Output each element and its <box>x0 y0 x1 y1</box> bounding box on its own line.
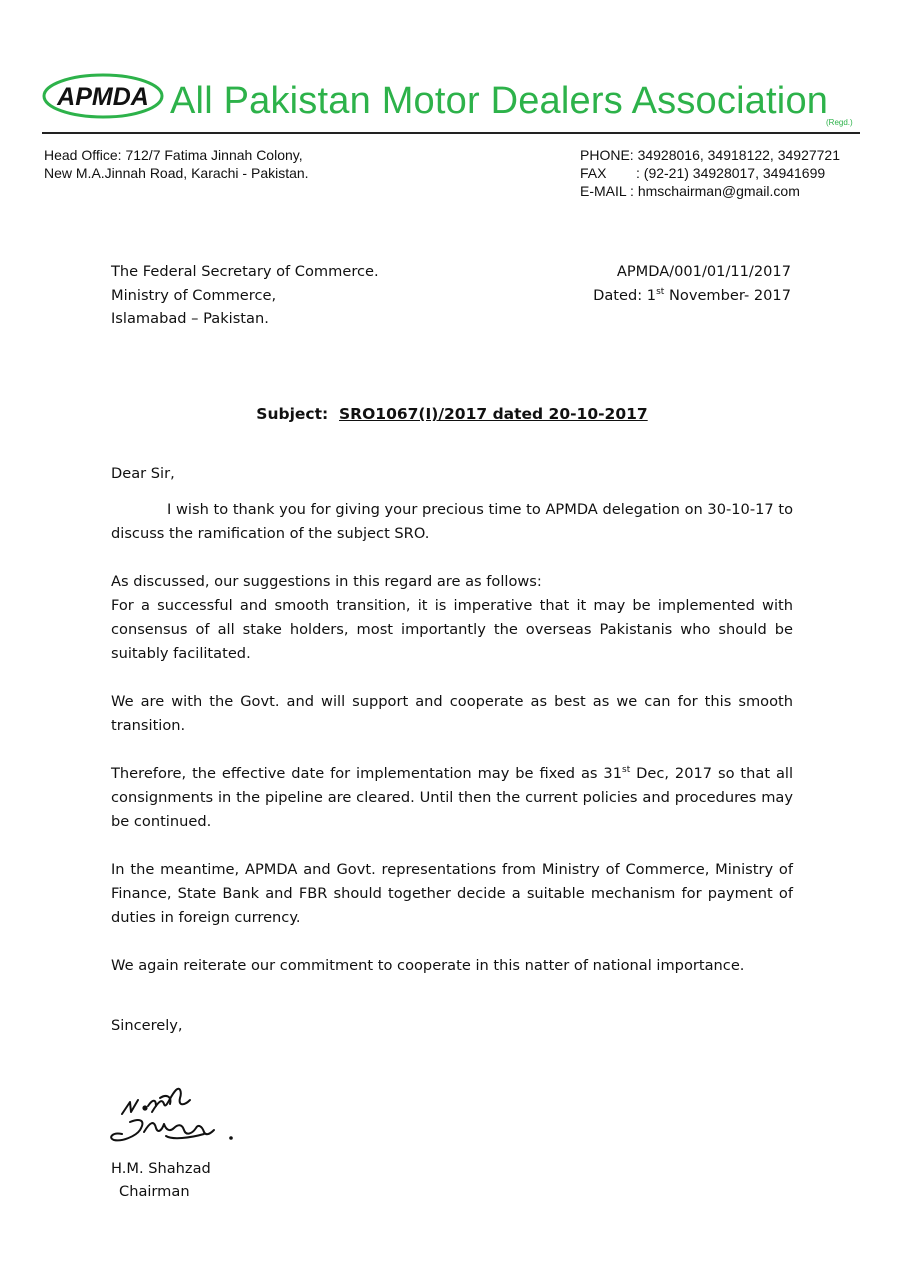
paragraph-6 <box>111 954 793 978</box>
phone-label: PHONE: <box>580 147 634 163</box>
phone-value: 34928016, 34918122, 34927721 <box>637 147 841 163</box>
paragraph-3-text: We are with the Govt. and will support and cooperate as best as we can for this smooth transition. <box>111 693 793 734</box>
handwritten-signature <box>100 1078 240 1156</box>
paragraph-3 <box>111 690 793 738</box>
regd-mark: (Regd.) <box>826 118 853 127</box>
letter-date <box>593 284 791 308</box>
address-line-2: New M.A.Jinnah Road, Karachi - Pakistan. <box>44 165 309 181</box>
contact-details <box>580 146 840 200</box>
paragraph-4-ordinal: st <box>622 765 631 776</box>
paragraph-2-text: For a successful and smooth transition, it is imperative that it may be implemented with consensus of all stake holders, most importantly the overseas Pakistanis who should be suitably facilitated. <box>111 597 793 662</box>
paragraph-4 <box>111 762 793 834</box>
signatory-title: Chairman <box>119 1183 190 1200</box>
subject-text: SRO1067(I)/2017 dated 20-10-2017 <box>339 405 648 423</box>
apmda-logo <box>42 73 164 119</box>
logo-text: APMDA <box>57 83 149 111</box>
paragraph-5 <box>111 858 793 930</box>
subject-label: Subject: <box>256 405 329 423</box>
organization-name: All Pakistan Motor Dealers Association <box>170 80 829 122</box>
closing: Sincerely, <box>111 1017 183 1034</box>
fax-line <box>580 164 840 182</box>
recipient-line-1: The Federal Secretary of Commerce. <box>111 263 379 280</box>
reference-block <box>593 260 791 307</box>
email-value: hmschairman@gmail.com <box>637 183 800 199</box>
signatory-name: H.M. Shahzad <box>111 1160 211 1177</box>
email-label: E-MAIL : <box>580 183 634 199</box>
reference-number: APMDA/001/01/11/2017 <box>616 263 791 280</box>
paragraph-5-text: In the meantime, APMDA and Govt. representations from Ministry of Commerce, Ministry of Finance, State Bank and FBR should together decide a suitable mechanism for payment of duties in foreign currency. <box>111 861 793 926</box>
paragraph-6-text: We again reiterate our commitment to cooperate in this natter of national importance. <box>111 957 745 974</box>
salutation: Dear Sir, <box>111 465 175 482</box>
paragraph-4-part-b: Dec, 2017 so that all consignments in the pipeline are cleared. Until then the current policies and procedures may be continued. <box>111 765 793 830</box>
date-ordinal: st <box>656 286 665 297</box>
date-prefix: Dated: 1 <box>593 286 657 304</box>
address-line-1: Head Office: 712/7 Fatima Jinnah Colony, <box>44 147 303 163</box>
fax-label: FAX <box>580 165 607 181</box>
letterhead-divider <box>42 132 860 134</box>
phone-line <box>580 146 840 164</box>
recipient-line-3: Islamabad – Pakistan. <box>111 310 269 327</box>
paragraph-4-text <box>111 762 793 834</box>
head-office-address <box>44 146 309 182</box>
paragraph-4-part-a: Therefore, the effective date for implementation may be fixed as 31 <box>111 765 622 782</box>
paragraph-2-intro: As discussed, our suggestions in this regard are as follows: <box>111 573 542 590</box>
email-line <box>580 182 840 200</box>
recipient-line-2: Ministry of Commerce, <box>111 286 277 304</box>
subject-line <box>0 405 904 423</box>
fax-value: : (92-21) 34928017, 34941699 <box>636 165 826 181</box>
date-suffix: November- 2017 <box>664 286 791 304</box>
paragraph-1-text: I wish to thank you for giving your precious time to APMDA delegation on 30-10-17 to discuss the ramification of the subject SRO. <box>111 501 793 542</box>
recipient-address <box>111 260 379 331</box>
paragraph-2 <box>111 570 793 666</box>
paragraph-1 <box>111 498 793 546</box>
